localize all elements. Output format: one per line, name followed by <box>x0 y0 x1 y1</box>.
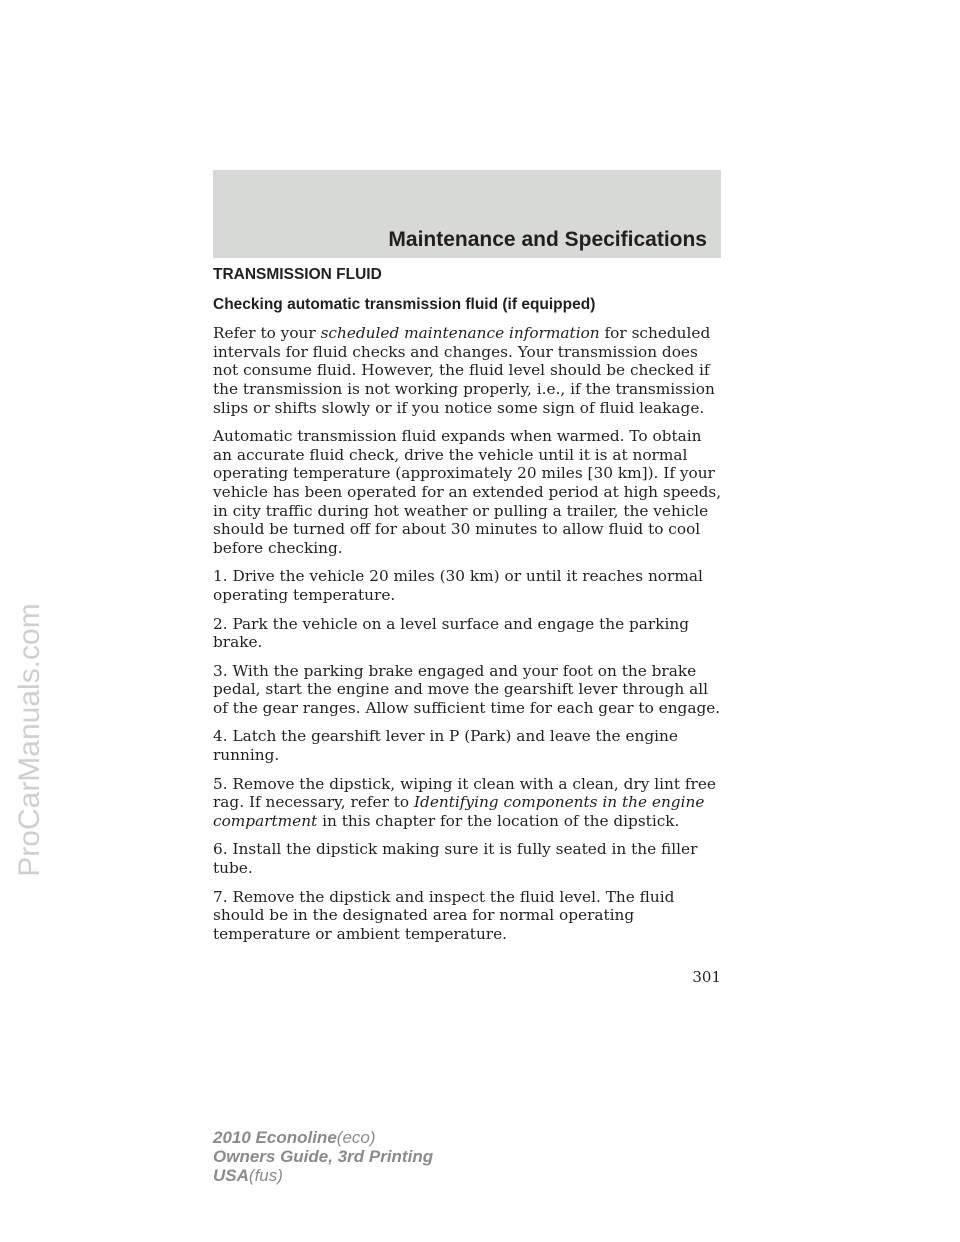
footer-line-region <box>213 1166 433 1185</box>
cross-reference: Identifying components in the engine compartment <box>213 793 705 830</box>
watermark <box>8 290 54 1190</box>
cross-reference: scheduled maintenance information <box>320 324 600 343</box>
step-6: 6. Install the dipstick making sure it is fully seated in the filler tube. <box>213 840 698 878</box>
step-2: 2. Park the vehicle on a level surface and engage the parking brake. <box>213 614 690 652</box>
footer-region-code: (fus) <box>248 1166 283 1185</box>
text-span: for scheduled intervals for fluid checks and changes. Your transmission does not consume fluid. However, the fluid level should be checked if the transmission is not working properly, i.e., if the transmission slips or shifts slowly or if you notice some sign of fluid leakage. <box>213 324 715 417</box>
footer <box>213 1128 433 1185</box>
page-content <box>213 266 723 953</box>
step-5 <box>213 775 723 831</box>
step-7: 7. Remove the dipstick and inspect the fluid level. The fluid should be in the designated area for normal operating temperature or ambient temperature. <box>213 887 675 943</box>
footer-model: 2010 Econoline <box>213 1128 337 1147</box>
page-number: 301 <box>692 968 721 986</box>
watermark-text: ProCarManuals.com <box>12 603 46 877</box>
footer-region: USA <box>213 1166 249 1185</box>
step-4: 4. Latch the gearshift lever in P (Park) and leave the engine running. <box>213 727 678 765</box>
step-3: 3. With the parking brake engaged and your foot on the brake pedal, start the engine and move the gearshift lever through all of the gear ranges. Allow sufficient time for each gear to engage. <box>213 661 721 717</box>
text-span: in this chapter for the location of the dipstick. <box>317 811 680 830</box>
footer-line-model <box>213 1128 433 1147</box>
paragraph-intro <box>213 324 723 417</box>
section-header <box>213 170 721 258</box>
section-title: Maintenance and Specifications <box>388 228 707 251</box>
footer-guide: Owners Guide, 3rd Printing <box>213 1147 434 1166</box>
subsection-heading: Checking automatic transmission fluid (if equipped) <box>213 295 596 313</box>
section-heading: TRANSMISSION FLUID <box>213 266 382 283</box>
paragraph-warm-fluid: Automatic transmission fluid expands when warmed. To obtain an accurate fluid check, drive the vehicle until it is at normal operating temperature (approximately 20 miles [30 km]). If your vehicle has been operated for an extended period at high speeds, in city traffic during hot weather or pulling a trailer, the vehicle should be turned off for about 30 minutes to allow fluid to cool before checking. <box>213 427 722 557</box>
text-span: 5. Remove the dipstick, wiping it clean with a clean, dry lint free rag. If necessary, refer to <box>213 774 716 812</box>
footer-model-code: (eco) <box>336 1128 376 1147</box>
step-1: 1. Drive the vehicle 20 miles (30 km) or until it reaches normal operating temperature. <box>213 567 703 604</box>
text-span: Refer to your <box>213 324 321 343</box>
